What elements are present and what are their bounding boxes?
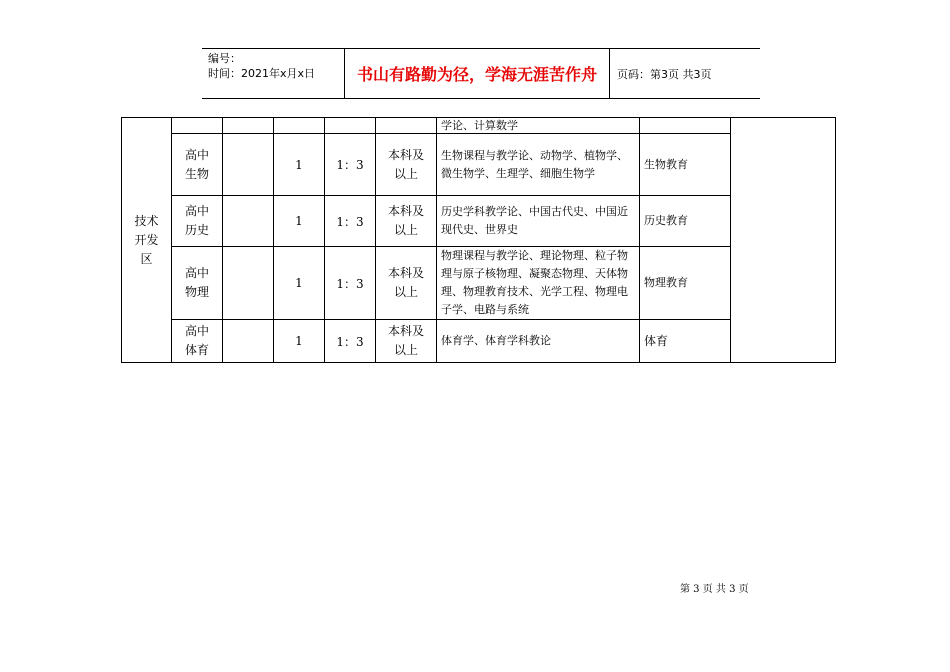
courses-cell: 生物课程与教学论、动物学、植物学、微生物学、生理学、细胞生物学 bbox=[437, 134, 640, 196]
subject-cell bbox=[172, 118, 223, 134]
subject-label: 高中历史 bbox=[184, 204, 209, 237]
major-cell: 生物教育 bbox=[640, 134, 731, 196]
courses-cell: 历史学科教学论、中国古代史、中国近现代史、世界史 bbox=[437, 196, 640, 247]
area-cell bbox=[122, 118, 172, 363]
courses-cell: 学论、计算数学 bbox=[437, 118, 640, 134]
education-cell bbox=[376, 320, 437, 363]
time-label: 时间：2021年x月x日 bbox=[208, 67, 316, 80]
empty-cell bbox=[223, 247, 274, 320]
table-row bbox=[122, 118, 836, 134]
ratio-cell: 1：3 bbox=[325, 196, 376, 247]
remarks-cell bbox=[731, 118, 836, 363]
header-meta bbox=[202, 49, 344, 98]
major-cell: 物理教育 bbox=[640, 247, 731, 320]
education-cell bbox=[376, 118, 437, 134]
recruitment-table bbox=[121, 117, 836, 363]
education-cell bbox=[376, 247, 437, 320]
education-cell bbox=[376, 196, 437, 247]
education-label: 本科及以上 bbox=[387, 204, 424, 237]
education-cell bbox=[376, 134, 437, 196]
empty-cell bbox=[223, 320, 274, 363]
page-footer: 第 3 页 共 3 页 bbox=[680, 584, 749, 595]
education-label: 本科及以上 bbox=[387, 324, 424, 357]
ratio-cell bbox=[325, 118, 376, 134]
subject-cell bbox=[172, 247, 223, 320]
count-cell: 1 bbox=[274, 247, 325, 320]
ratio-cell: 1：3 bbox=[325, 320, 376, 363]
courses-cell: 物理课程与教学论、理论物理、粒子物理与原子核物理、凝聚态物理、天体物理、物理教育技术、光学工程、物理电子学、电路与系统 bbox=[437, 247, 640, 320]
table-row bbox=[122, 134, 836, 196]
major-cell: 历史教育 bbox=[640, 196, 731, 247]
page-header bbox=[202, 48, 760, 99]
table-row bbox=[122, 247, 836, 320]
empty-cell bbox=[223, 196, 274, 247]
slogan: 书山有路勤为径，学海无涯苦作舟 bbox=[356, 65, 597, 84]
code-label: 编号： bbox=[208, 52, 241, 65]
subject-label: 高中生物 bbox=[184, 147, 209, 181]
table-row bbox=[122, 320, 836, 363]
ratio-cell: 1：3 bbox=[325, 247, 376, 320]
count-cell: 1 bbox=[274, 320, 325, 363]
major-cell bbox=[640, 118, 731, 134]
subject-label: 高中体育 bbox=[184, 324, 209, 357]
empty-cell bbox=[223, 118, 274, 134]
table-row bbox=[122, 196, 836, 247]
major-cell: 体育 bbox=[640, 320, 731, 363]
education-label: 本科及以上 bbox=[387, 266, 424, 299]
education-label: 本科及以上 bbox=[387, 147, 424, 181]
count-cell: 1 bbox=[274, 196, 325, 247]
page-info: 页码：第3页 共3页 bbox=[617, 67, 712, 81]
empty-cell bbox=[223, 134, 274, 196]
subject-cell bbox=[172, 196, 223, 247]
count-cell bbox=[274, 118, 325, 134]
count-cell: 1 bbox=[274, 134, 325, 196]
area-label: 技术开发区 bbox=[134, 213, 159, 266]
subject-cell bbox=[172, 320, 223, 363]
subject-label: 高中物理 bbox=[184, 266, 209, 299]
courses-cell: 体育学、体育学科教论 bbox=[437, 320, 640, 363]
subject-cell bbox=[172, 134, 223, 196]
ratio-cell: 1：3 bbox=[325, 134, 376, 196]
